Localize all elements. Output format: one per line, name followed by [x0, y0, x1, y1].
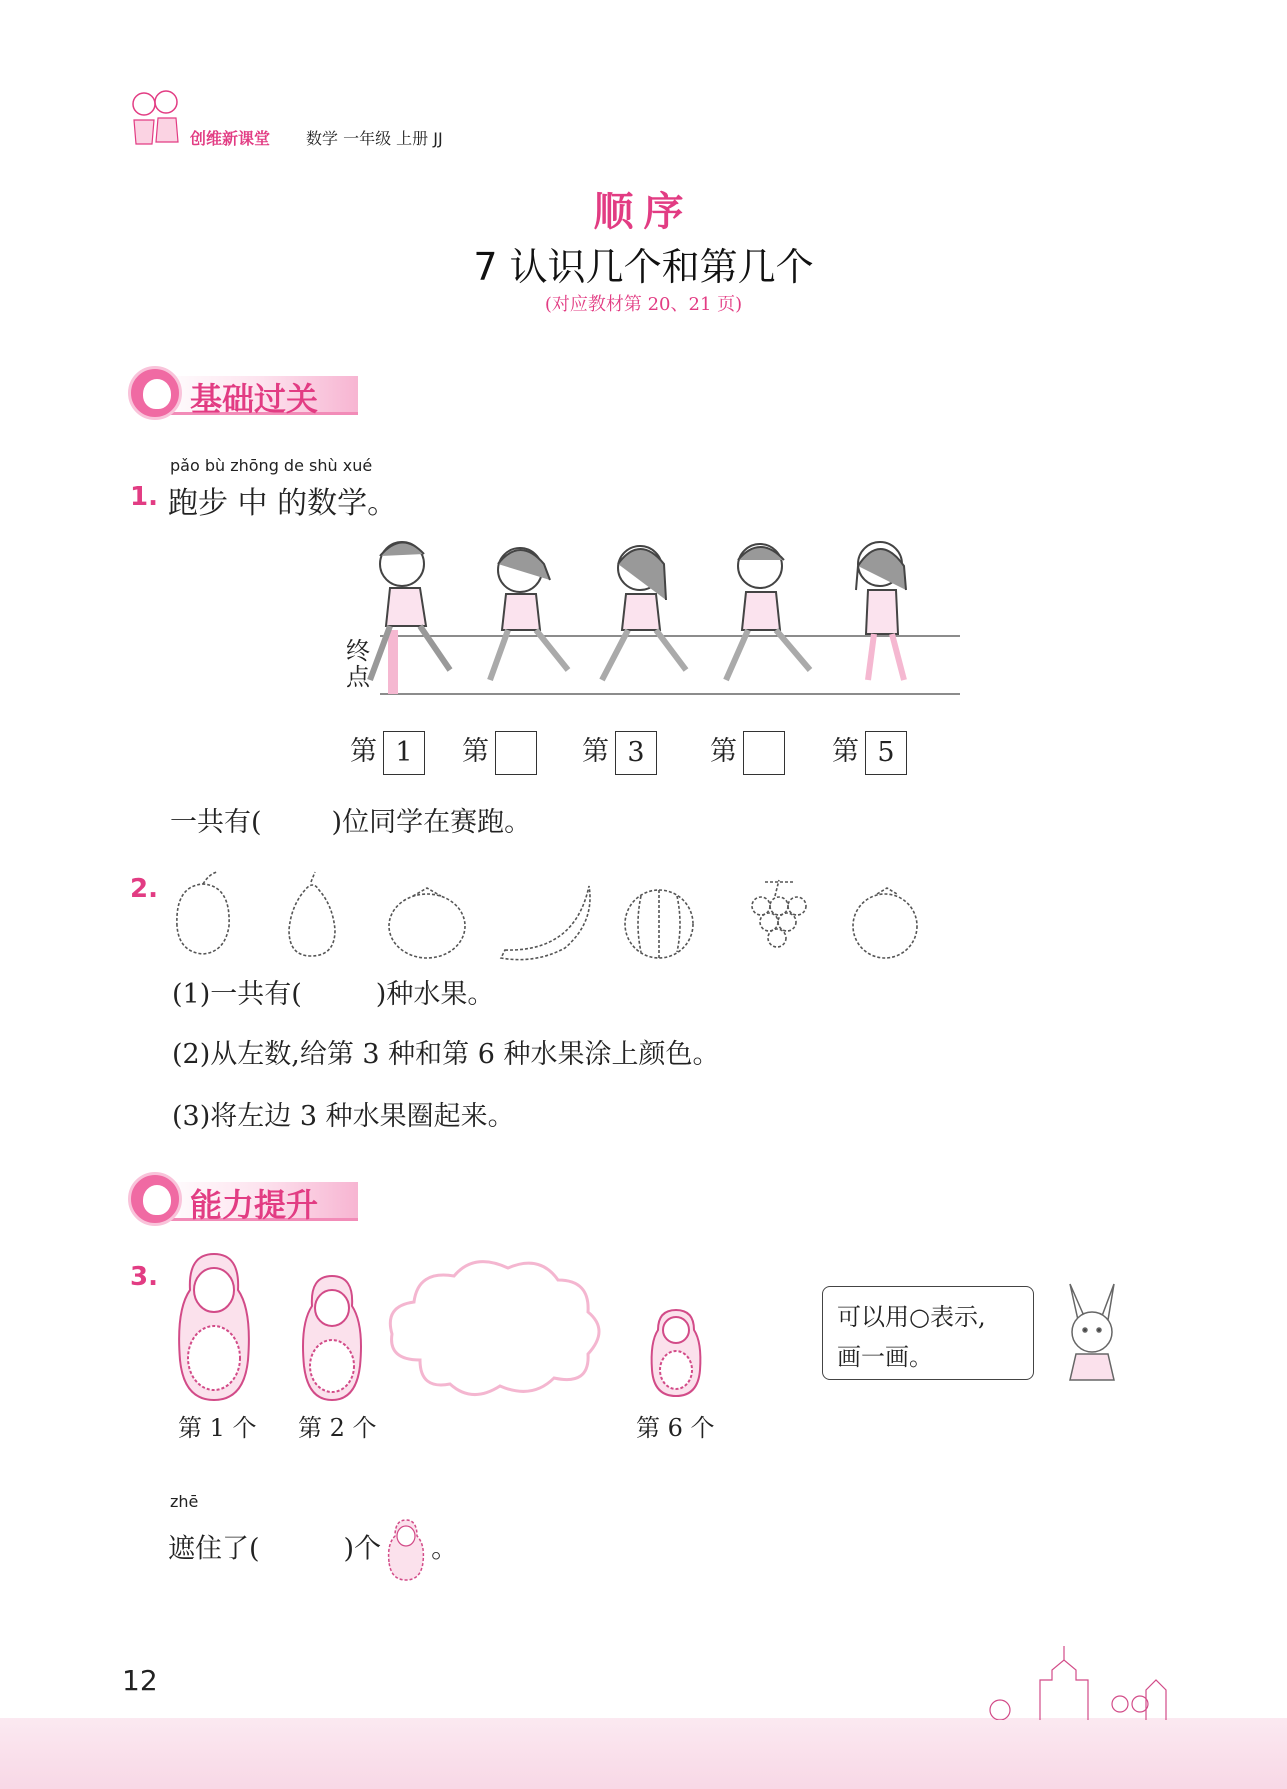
section-label: 基础过关: [190, 380, 319, 418]
section-banner-advanced: [128, 1172, 368, 1228]
page-header: [126, 86, 626, 156]
brand-name: 创维新课堂: [190, 129, 271, 148]
q2-part-1: (1)一共有( )种水果。: [172, 979, 495, 1010]
peach-icon: [177, 872, 229, 954]
question-number: 1.: [130, 482, 158, 512]
cloud-shape: [390, 1262, 599, 1395]
q1-total-question: 一共有( )位同学在赛跑。: [170, 807, 532, 838]
lesson-title: 7 认识几个和第几个: [473, 245, 814, 289]
rank-item: 第 3: [582, 728, 657, 776]
rank-item: 第 1: [350, 728, 425, 776]
runner-icon: [602, 546, 686, 680]
chapter-title: 顺序: [593, 189, 694, 235]
hint-line: 可以用○表示,: [837, 1303, 986, 1331]
footer-band: [0, 1718, 1287, 1789]
answer-box[interactable]: 5: [865, 731, 907, 775]
q3-question: 遮住了( )个 。: [168, 1516, 458, 1584]
runner-icon: [370, 542, 450, 680]
page-number: 12: [122, 1664, 158, 1697]
runners-illustration: [340, 530, 970, 700]
bunny-icon: [1052, 1280, 1132, 1390]
pinyin-annotation: pǎo bù zhōng de shù xué: [170, 456, 373, 475]
persimmon-icon: [389, 888, 465, 958]
answer-box[interactable]: 1: [383, 731, 425, 775]
answer-box[interactable]: [743, 731, 785, 775]
nesting-doll-icon: [179, 1254, 249, 1400]
pinyin-annotation: zhē: [170, 1492, 199, 1511]
finish-line-label: 终点: [346, 637, 370, 691]
nesting-doll-icon: [652, 1310, 701, 1396]
section-banner-basics: [128, 366, 368, 422]
q2-part-2: (2)从左数,给第 3 种和第 6 种水果涂上颜色。: [172, 1039, 720, 1070]
nesting-doll-icon: [303, 1276, 361, 1400]
rank-item: 第: [462, 728, 537, 776]
banana-icon: [501, 886, 590, 960]
monkey-icon: [128, 1172, 182, 1226]
orange-icon: [853, 888, 917, 958]
question-number: 2.: [130, 874, 158, 904]
hint-speech-bubble: [822, 1286, 1034, 1380]
grapes-icon: [752, 880, 806, 947]
monkey-icon: [128, 366, 182, 420]
hint-line: 画一画。: [837, 1343, 933, 1371]
q2-part-3: (3)将左边 3 种水果圈起来。: [172, 1101, 515, 1132]
nesting-doll-icon: [381, 1516, 431, 1584]
watermelon-icon: [625, 890, 693, 958]
question-number: 3.: [130, 1262, 158, 1292]
runner-icon: [856, 542, 906, 680]
pear-icon: [289, 872, 335, 956]
doll-label: 第 1 个: [178, 1414, 257, 1442]
answer-box[interactable]: [495, 731, 537, 775]
textbook-reference: (对应教材第 20、21 页): [544, 294, 743, 315]
question-text: 跑步 中 的数学。: [168, 486, 398, 521]
kids-logo-icon: [126, 86, 186, 154]
doll-label: 第 6 个: [636, 1414, 715, 1442]
fruits-row: [165, 866, 925, 966]
runner-icon: [490, 548, 568, 680]
subject-info: 数学 一年级 上册 JJ: [306, 129, 443, 148]
castle-decoration-icon: [940, 1640, 1180, 1720]
rank-item: 第: [710, 728, 785, 776]
runner-icon: [726, 544, 810, 680]
doll-label: 第 2 个: [298, 1414, 377, 1442]
nesting-dolls-row: [170, 1250, 730, 1420]
answer-box[interactable]: 3: [615, 731, 657, 775]
section-label: 能力提升: [190, 1186, 319, 1224]
rank-item: 第 5: [832, 728, 907, 776]
